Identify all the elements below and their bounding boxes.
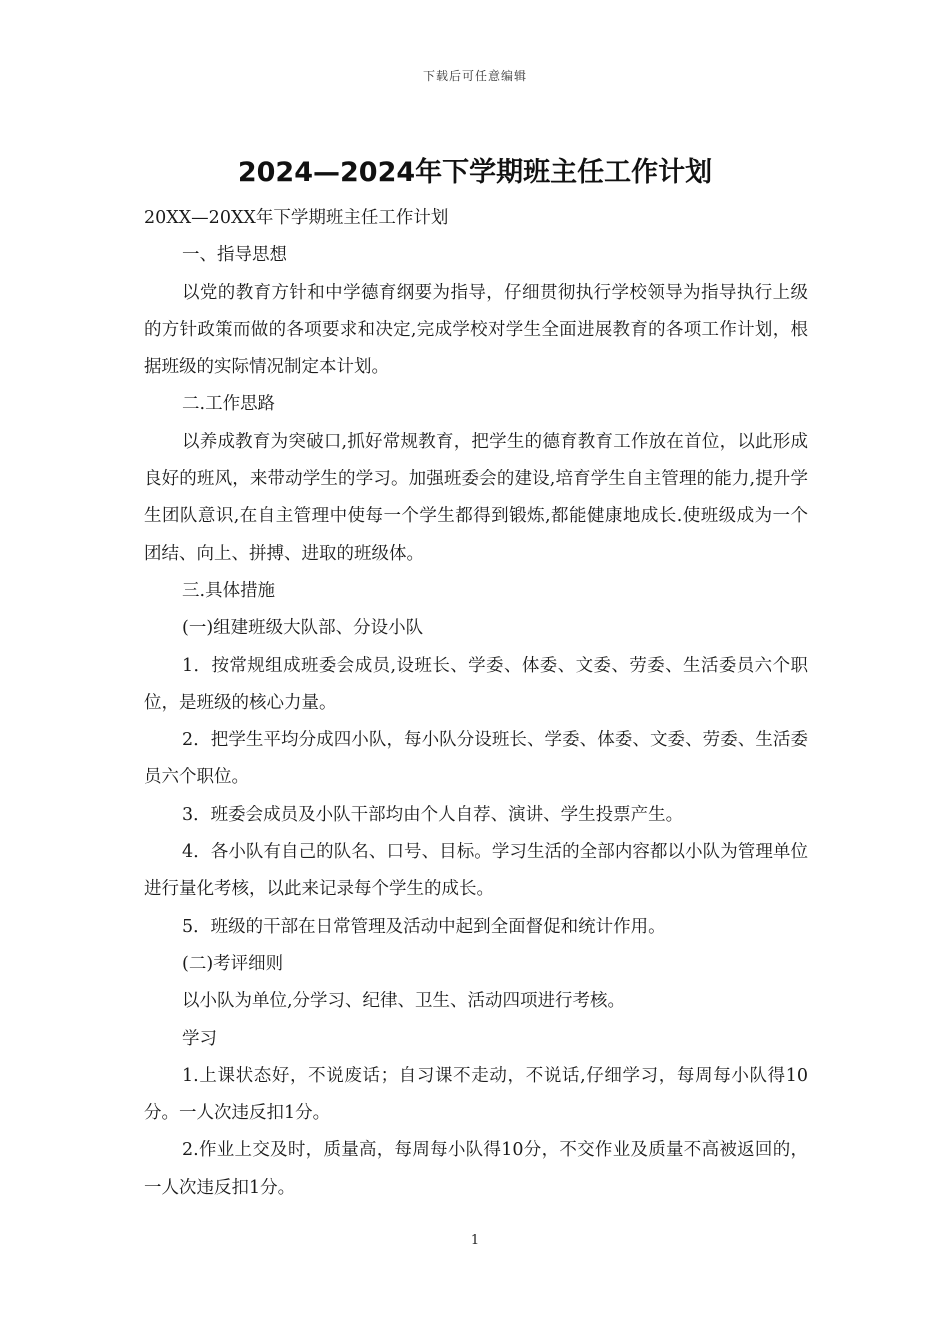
section-heading: 二.工作思路 [182, 394, 276, 415]
paragraph: 以养成教育为突破口,抓好常规教育，把学生的德育教育工作放在首位，以此形成良好的班风，来带动学生的学习。加强班委会的建设,培育学生自主管理的能力,提升学生团队意识,在自主管理中使每一个学生都得到锻炼,都能健康地成长.使班级成为一个团结、向上、拼搏、进取的班级体。 [144, 431, 808, 564]
header-note: 下载后可任意编辑 [422, 69, 527, 83]
category-heading: 学习 [182, 1028, 217, 1049]
document-title: 2024—2024年下学期班主任工作计划 [237, 157, 713, 188]
subsection-heading: (一)组建班级大队部、分设小队 [182, 618, 424, 639]
section-heading: 三.具体措施 [182, 580, 276, 601]
list-item: 4．各小队有自己的队名、口号、目标。学习生活的全部内容都以小队为管理单位进行量化考核，以此来记录每个学生的成长。 [144, 842, 808, 900]
page-number: 1 [470, 1233, 480, 1248]
section-heading: 一、指导思想 [182, 245, 287, 266]
subtitle-line: 20XX—20XX年下学期班主任工作计划 [144, 208, 449, 228]
list-item: 2．把学生平均分成四小队，每小队分设班长、学委、体委、文委、劳委、生活委员六个职位。 [144, 730, 808, 788]
subsection-heading: (二)考评细则 [182, 953, 284, 974]
list-item: 3．班委会成员及小队干部均由个人自荐、演讲、学生投票产生。 [182, 804, 684, 825]
list-item: 1．按常规组成班委会成员,设班长、学委、体委、文委、劳委、生活委员六个职位，是班级的核心力量。 [144, 655, 808, 713]
list-item: 1.上课状态好，不说废话；自习课不走动，不说话,仔细学习，每周每小队得10分。一人次违反扣1分。 [144, 1065, 808, 1124]
paragraph: 以党的教育方针和中学德育纲要为指导，仔细贯彻执行学校领导为指导执行上级的方针政策而做的各项要求和决定,完成学校对学生全面进展教育的各项工作计划，根据班级的实际情况制定本计划。 [144, 282, 808, 378]
list-item: 2.作业上交及时，质量高，每周每小队得10分，不交作业及质量不高被返回的，一人次违反扣1分。 [144, 1140, 808, 1198]
document-body [144, 200, 808, 1207]
list-item: 5．班级的干部在日常管理及活动中起到全面督促和统计作用。 [182, 916, 666, 937]
paragraph: 以小队为单位,分学习、纪律、卫生、活动四项进行考核。 [182, 991, 626, 1012]
